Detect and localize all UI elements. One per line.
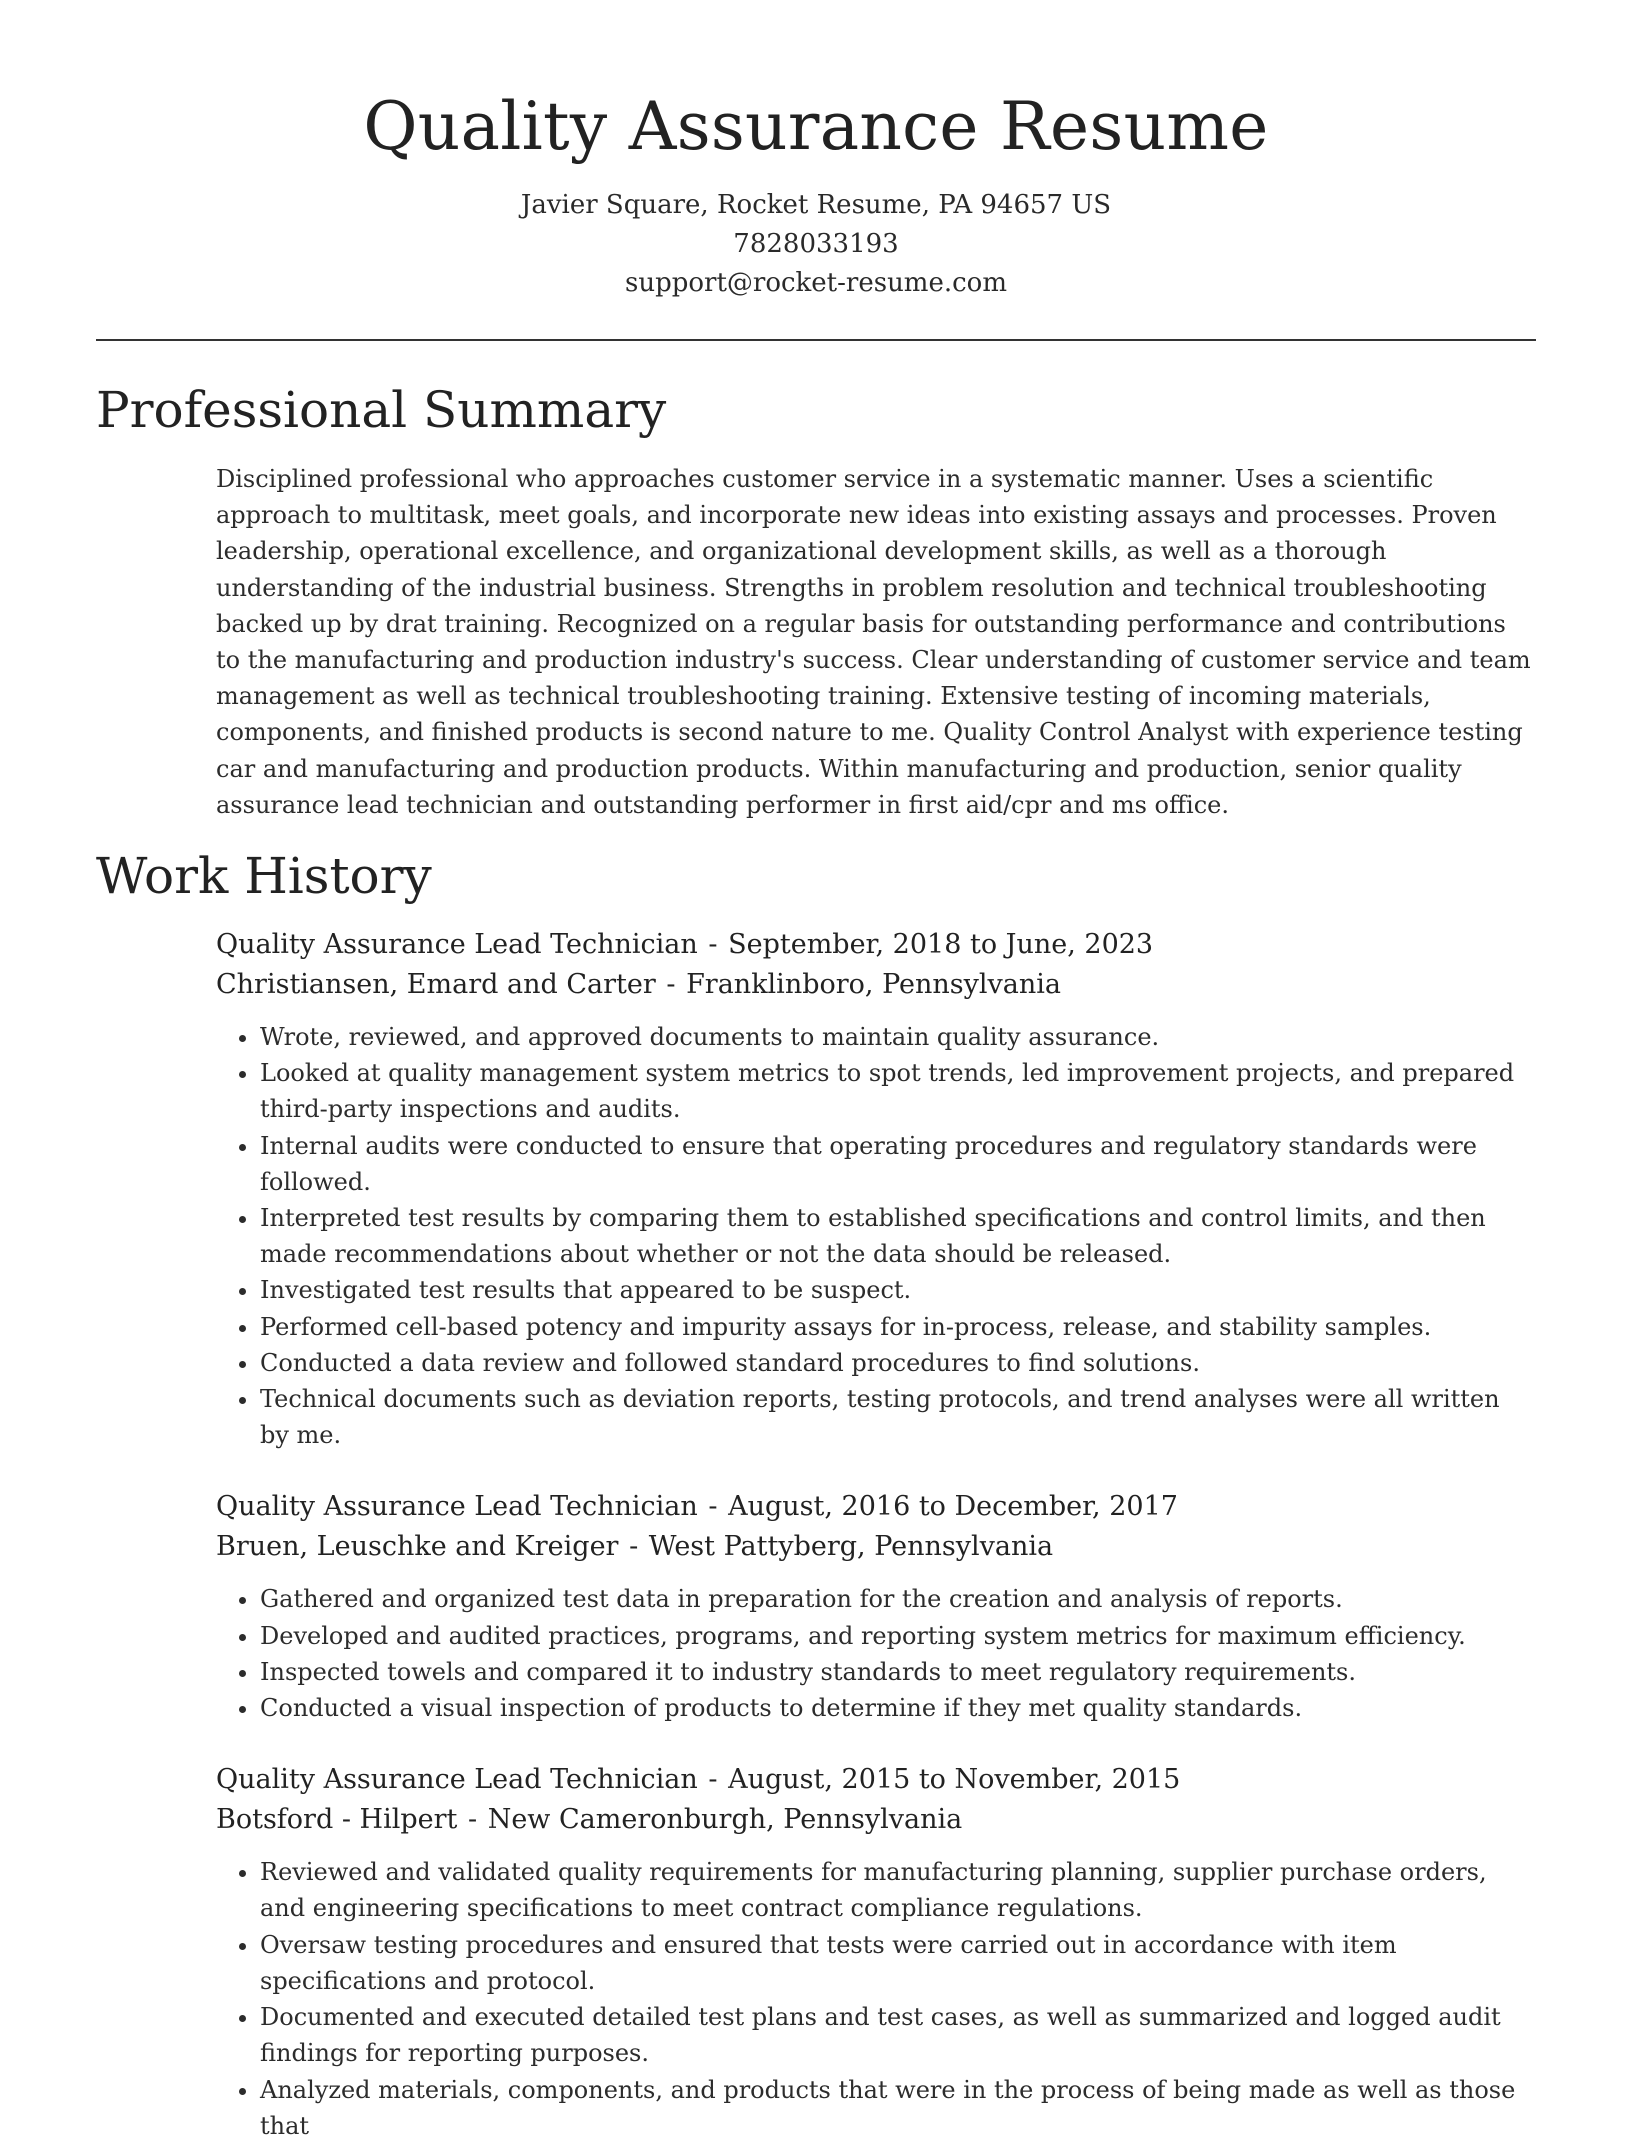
work-history-heading: Work History [96, 847, 432, 906]
job-bullet: • Analyzed materials, components, and products that were in the process of being made as well as those that [260, 2072, 1536, 2144]
job-bullet: • Performed cell-based potency and impurity assays for in-process, release, and stability samples. [260, 1309, 1536, 1345]
job-entry [216, 1760, 1536, 2144]
job-title: Quality Assurance Lead Technician [216, 929, 698, 961]
job-title-line [216, 925, 1536, 965]
job-bullet: • Reviewed and validated quality requirements for manufacturing planning, supplier purchase orders, and engineering specifications to meet contract compliance regulations. [260, 1854, 1536, 1926]
summary-section [216, 461, 1536, 823]
job-title-line [216, 1760, 1536, 1800]
job-company: Bruen, Leuschke and Kreiger [216, 1531, 619, 1563]
contact-phone: 7828033193 [733, 229, 899, 259]
job-bullet: • Documented and executed detailed test plans and test cases, as well as summarized and logged audit findings for reporting purposes. [260, 1999, 1536, 2071]
contact-block [96, 186, 1536, 303]
job-dates: August, 2016 to December, 2017 [728, 1491, 1178, 1523]
job-bullet: • Conducted a data review and followed standard procedures to find solutions. [260, 1345, 1536, 1381]
job-dates: September, 2018 to June, 2023 [728, 929, 1154, 961]
job-bullet-list [216, 1019, 1536, 1453]
job-bullet: • Wrote, reviewed, and approved documents to maintain quality assurance. [260, 1019, 1536, 1055]
job-separator: - [708, 929, 718, 961]
job-separator: - [666, 969, 676, 1001]
job-location: Franklinboro, Pennsylvania [686, 969, 1062, 1001]
job-company-line [216, 1527, 1536, 1567]
job-company: Botsford - Hilpert [216, 1804, 458, 1836]
contact-address: Javier Square, Rocket Resume, PA 94657 US [520, 190, 1112, 220]
contact-email: support@rocket-resume.com [624, 268, 1007, 298]
job-bullet: • Conducted a visual inspection of products to determine if they met quality standards. [260, 1690, 1536, 1726]
resume-title: Quality Assurance Resume [363, 88, 1269, 165]
job-bullet: • Oversaw testing procedures and ensured that tests were carried out in accordance with item specifications and protocol. [260, 1927, 1536, 1999]
job-bullet: • Interpreted test results by comparing them to established specifications and control limits, and then made recommendations about whether or not the data should be released. [260, 1200, 1536, 1272]
job-bullet: • Technical documents such as deviation reports, testing protocols, and trend analyses were all written by me. [260, 1381, 1536, 1453]
job-separator: - [467, 1804, 478, 1836]
job-company: Christiansen, Emard and Carter [216, 969, 656, 1001]
job-bullet: • Looked at quality management system metrics to spot trends, led improvement projects, and prepared third-party inspections and audits. [260, 1055, 1536, 1127]
header-divider [96, 339, 1536, 341]
job-dates: August, 2015 to November, 2015 [728, 1764, 1181, 1796]
job-bullet: • Gathered and organized test data in preparation for the creation and analysis of reports. [260, 1581, 1536, 1617]
job-entry [216, 1487, 1536, 1726]
job-bullet: • Internal audits were conducted to ensure that operating procedures and regulatory standards were followed. [260, 1128, 1536, 1200]
job-title: Quality Assurance Lead Technician [216, 1764, 698, 1796]
job-bullet-list [216, 1854, 1536, 2144]
job-company-line [216, 965, 1536, 1005]
job-location: West Pattyberg, Pennsylvania [648, 1531, 1054, 1563]
summary-text: Disciplined professional who approaches customer service in a systematic manner. Uses a scientific approach to multitask, meet goals, and incorporate new ideas into existing assays and processes. Proven leadership, operational excellence, and organizational development skills, as well as a thorough understanding of the industrial business. Strengths in problem resolution and technical troubleshooting backed up by drat training. Recognized on a regular basis for outstanding performance and contributions to the manufacturing and production industry's success. Clear understanding of customer service and team management as well as technical troubleshooting training. Extensive testing of incoming materials, components, and finished products is second nature to me. Quality Control Analyst with experience testing car and manufacturing and production products. Within manufacturing and production, senior quality assurance lead technician and outstanding performer in first aid/cpr and ms office. [216, 465, 1531, 819]
resume-header [96, 86, 1536, 303]
job-company-line [216, 1800, 1536, 1840]
summary-heading: Professional Summary [96, 381, 667, 439]
work-history-section [216, 925, 1536, 2144]
job-bullet: • Investigated test results that appeared to be suspect. [260, 1272, 1536, 1308]
job-separator: - [629, 1531, 639, 1563]
job-separator: - [708, 1491, 718, 1523]
job-bullet-list [216, 1581, 1536, 1726]
job-bullet: • Inspected towels and compared it to industry standards to meet regulatory requirements. [260, 1654, 1536, 1690]
job-entry [216, 925, 1536, 1453]
job-separator: - [708, 1764, 718, 1796]
job-bullet: • Developed and audited practices, programs, and reporting system metrics for maximum efficiency. [260, 1618, 1536, 1654]
job-title: Quality Assurance Lead Technician [216, 1491, 698, 1523]
job-location: New Cameronburgh, Pennsylvania [487, 1804, 963, 1836]
job-title-line [216, 1487, 1536, 1527]
